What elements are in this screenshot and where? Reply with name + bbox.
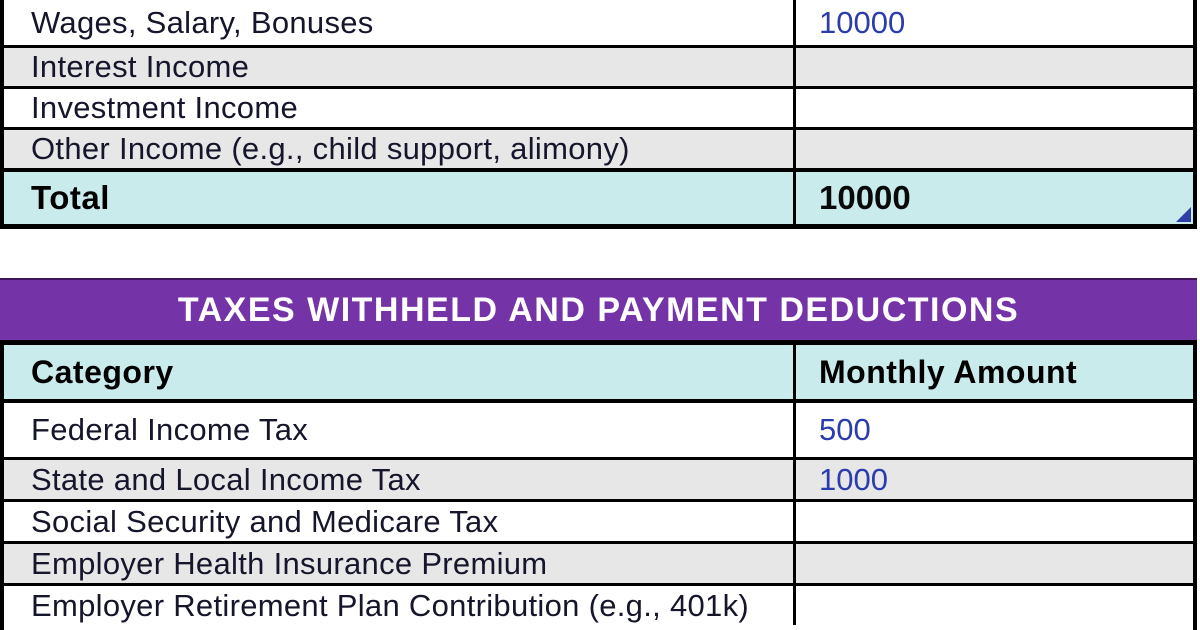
deduction-category-cell-state[interactable] [4,460,796,499]
income-category-cell-wages[interactable] [4,0,796,45]
income-total-amount-cell[interactable] [796,172,1193,224]
deduction-category-cell-healthinsurance[interactable] [4,544,796,583]
income-label-wages: Wages, Salary, Bonuses [31,4,374,40]
deductions-table [0,340,1197,630]
table-row [4,583,1193,625]
table-row [4,86,1193,127]
deductions-header-row [4,345,1193,399]
deduction-amount-cell-retirement[interactable] [796,586,1193,625]
income-label-other: Other Income (e.g., child support, alimony) [31,131,630,166]
table-row [4,399,1193,457]
table-row [4,127,1193,168]
deduction-label-healthinsurance: Employer Health Insurance Premium [31,545,548,581]
income-total-label: Total [31,179,110,216]
income-amount-cell-other[interactable] [796,130,1193,168]
deduction-category-cell-federal[interactable] [4,403,796,457]
deduction-label-socialsecurity: Social Security and Medicare Tax [31,503,499,539]
income-category-cell-investment[interactable] [4,89,796,127]
header-amount-cell[interactable] [796,345,1193,399]
header-category-label: Category [31,353,174,390]
income-category-cell-other[interactable] [4,130,796,168]
deduction-value-state: 1000 [819,461,888,497]
deduction-category-cell-retirement[interactable] [4,586,796,625]
deduction-category-cell-socialsecurity[interactable] [4,502,796,541]
table-row [4,457,1193,499]
header-category-cell[interactable] [4,345,796,399]
fill-handle-icon[interactable] [1176,207,1191,222]
deduction-amount-cell-healthinsurance[interactable] [796,544,1193,583]
income-amount-cell-wages[interactable] [796,0,1193,45]
income-label-investment: Investment Income [31,90,298,125]
income-label-interest: Interest Income [31,49,250,84]
income-total-value: 10000 [819,179,911,216]
deductions-title-banner[interactable] [0,278,1197,340]
deduction-label-federal: Federal Income Tax [31,412,309,447]
income-amount-cell-interest[interactable] [796,48,1193,86]
deduction-amount-cell-state[interactable] [796,460,1193,499]
income-total-row [4,168,1193,224]
income-total-label-cell[interactable] [4,172,796,224]
table-row [4,541,1193,583]
income-category-cell-interest[interactable] [4,48,796,86]
table-row [4,45,1193,86]
deductions-title: TAXES WITHHELD AND PAYMENT DEDUCTIONS [177,290,1020,329]
deduction-amount-cell-socialsecurity[interactable] [796,502,1193,541]
deduction-label-retirement: Employer Retirement Plan Contribution (e.g., 401k) [31,587,749,623]
header-amount-label: Monthly Amount [819,353,1078,390]
deduction-value-federal: 500 [819,412,871,447]
deduction-label-state: State and Local Income Tax [31,461,421,497]
table-row [4,0,1193,45]
deduction-amount-cell-federal[interactable] [796,403,1193,457]
table-row [4,499,1193,541]
income-value-wages: 10000 [819,4,906,40]
income-table [0,0,1197,229]
income-amount-cell-investment[interactable] [796,89,1193,127]
